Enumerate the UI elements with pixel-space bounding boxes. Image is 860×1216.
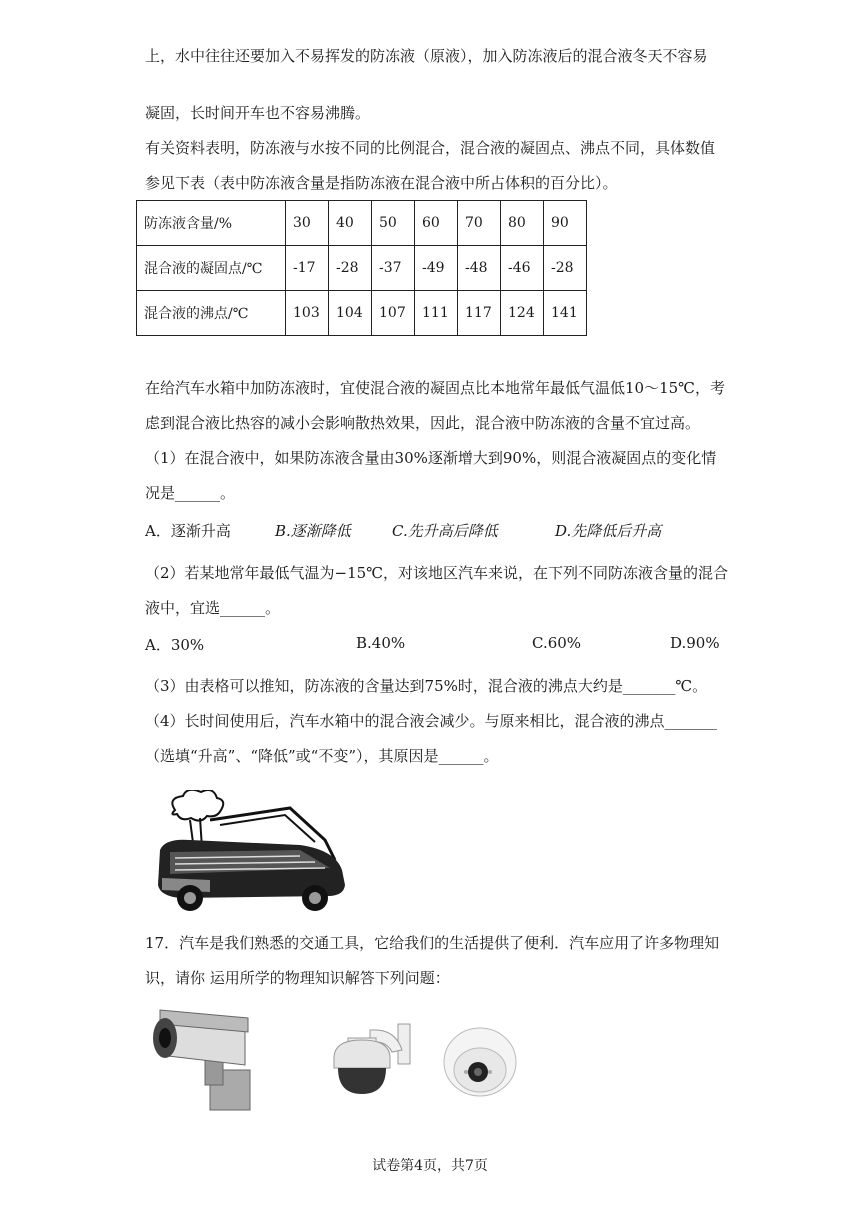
table-cell: 40	[329, 201, 372, 246]
table-cell: 124	[501, 291, 544, 336]
table-cell: 107	[372, 291, 415, 336]
q1-option-c: C.先升高后降低	[392, 522, 498, 540]
table-cell: 111	[415, 291, 458, 336]
ptz-camera-image	[320, 1020, 415, 1100]
q3-line-1: （3）由表格可以推知，防冻液的含量达到75%时，混合液的沸点大约是_______℃。	[145, 677, 708, 695]
bullet-camera-image	[150, 1000, 260, 1115]
table-cell: 103	[286, 291, 329, 336]
table-cell: -17	[286, 246, 329, 291]
q4-line-2: （选填“升高”、“降低”或“不变”），其原因是______。	[145, 747, 499, 765]
dome-camera-image	[440, 1020, 520, 1100]
q17-line-2: 识，请你 运用所学的物理知识解答下列问题：	[145, 969, 450, 987]
table-row	[137, 291, 587, 336]
table-cell: 90	[544, 201, 587, 246]
q17-line-1: 17．汽车是我们熟悉的交通工具，它给我们的生活提供了便利．汽车应用了许多物理知	[145, 934, 720, 952]
table-cell: -48	[458, 246, 501, 291]
table-row-label: 混合液的凝固点/℃	[137, 246, 286, 291]
table-cell: -49	[415, 246, 458, 291]
q2-option-d: D.90%	[670, 634, 720, 652]
q1-option-a: A．逐渐升高	[145, 522, 231, 540]
table-cell: 141	[544, 291, 587, 336]
table-row	[137, 201, 587, 246]
table-cell: 80	[501, 201, 544, 246]
q1-line-2: 况是______。	[145, 484, 236, 502]
table-cell: 104	[329, 291, 372, 336]
intro-line-2: 凝固，长时间开车也不容易沸腾。	[145, 104, 371, 122]
q1-line-1: （1）在混合液中，如果防冻液含量由30%逐渐增大到90%，则混合液凝固点的变化情	[145, 449, 717, 467]
q2-option-b: B.40%	[356, 634, 406, 652]
q4-line-1: （4）长时间使用后，汽车水箱中的混合液会减少。与原来相比，混合液的沸点_______	[145, 712, 718, 730]
q2-line-2: 液中，宜选______。	[145, 599, 281, 617]
table-row-label: 混合液的沸点/℃	[137, 291, 286, 336]
table-cell: 60	[415, 201, 458, 246]
antifreeze-table	[136, 200, 587, 336]
q2-line-1: （2）若某地常年最低气温为−15℃，对该地区汽车来说，在下列不同防冻液含量的混合	[145, 564, 728, 582]
table-row-label: 防冻液含量/%	[137, 201, 286, 246]
table-cell: 70	[458, 201, 501, 246]
q1-option-b: B.逐渐降低	[275, 522, 351, 540]
page-footer: 试卷第4页，共7页	[372, 1158, 488, 1174]
q2-option-a: A．30%	[145, 636, 205, 654]
intro-line-4: 参见下表（表中防冻液含量是指防冻液在混合液中所占体积的百分比）。	[145, 174, 618, 192]
table-cell: 30	[286, 201, 329, 246]
overheating-car-image	[150, 790, 350, 915]
table-cell: -37	[372, 246, 415, 291]
intro-line-1: 上，水中往往还要加入不易挥发的防冻液（原液），加入防冻液后的混合液冬天不容易	[145, 47, 708, 65]
q1-option-d: D.先降低后升高	[555, 522, 662, 540]
table-cell: -46	[501, 246, 544, 291]
para2-line-1: 在给汽车水箱中加防冻液时，宜使混合液的凝固点比本地常年最低气温低10～15℃，考	[145, 379, 725, 397]
table-cell: 50	[372, 201, 415, 246]
table-cell: -28	[544, 246, 587, 291]
table-cell: 117	[458, 291, 501, 336]
intro-line-3: 有关资料表明，防冻液与水按不同的比例混合，混合液的凝固点、沸点不同，具体数值	[145, 139, 716, 157]
q2-option-c: C.60%	[532, 634, 582, 652]
table-cell: -28	[329, 246, 372, 291]
para2-line-2: 虑到混合液比热容的减小会影响散热效果，因此，混合液中防冻液的含量不宜过高。	[145, 414, 701, 432]
table-row	[137, 246, 587, 291]
